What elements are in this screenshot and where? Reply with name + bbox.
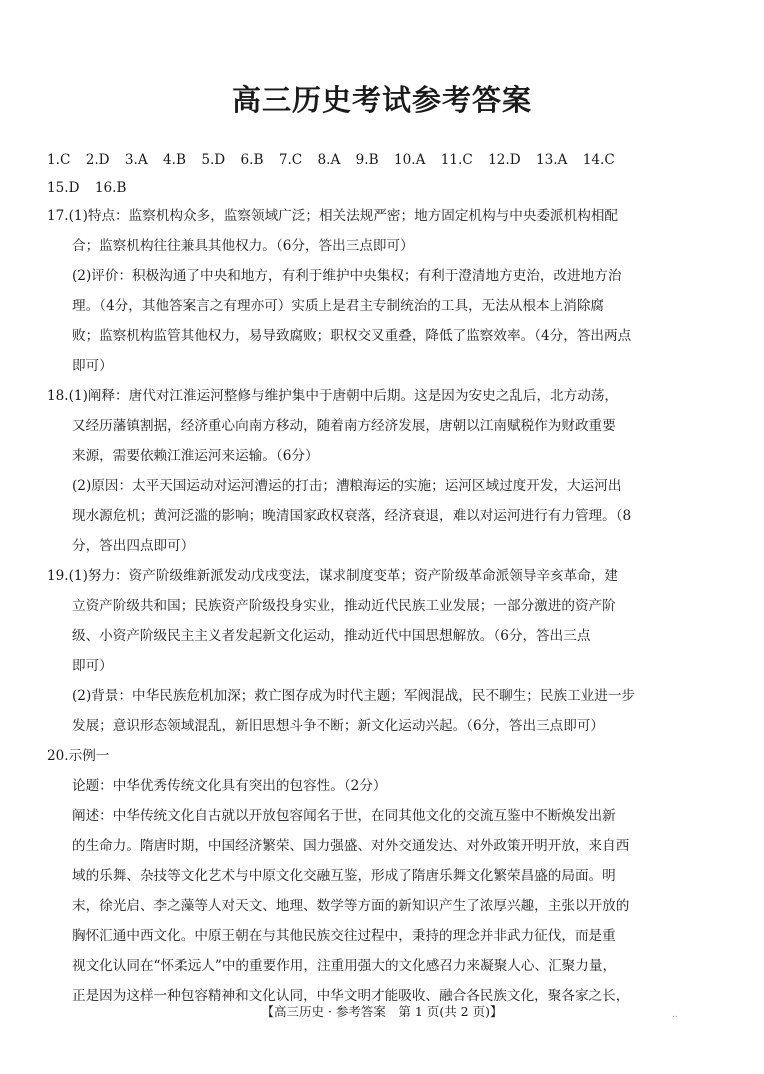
choice-answer: 7.C <box>278 152 303 168</box>
answer-line: 又经历藩镇割据，经济重心向南方移动，随着南方经济发展，唐朝以江南赋税作为财政重要 <box>72 418 616 434</box>
choice-answer: 5.D <box>201 152 226 168</box>
choice-answer: 3.A <box>124 152 148 168</box>
answer-line: 19.(1)努力：资产阶级维新派发动戊戌变法，谋求制度变革；资产阶级革命派领导辛亥革命，建 <box>47 568 619 584</box>
answer-line: 的生命力。隋唐时期，中国经济繁荣、国力强盛、对外交通发达、对外政策开明开放，来自西 <box>72 838 630 854</box>
answer-line: 败；监察机构监管其他权力，易导致腐败；职权交叉重叠，降低了监察效率。（4分，答出两点 <box>72 328 632 344</box>
answer-line: 论题：中华优秀传统文化具有突出的包容性。（2分） <box>72 778 387 794</box>
answer-line: 现水源危机；黄河泛滥的影响；晚清国家政权衰落，经济衰退，难以对运河进行有力管理。（8 <box>72 508 632 524</box>
choice-answer: 13.A <box>535 152 568 168</box>
choice-answer: 16.B <box>94 180 127 196</box>
answer-line: 即可） <box>72 358 113 374</box>
choice-answer: 10.A <box>393 152 426 168</box>
corner-mark: .. <box>672 1010 678 1020</box>
answer-line: 发展；意识形态领域混乱，新旧思想斗争不断；新文化运动兴起。（6分，答出三点即可） <box>72 718 605 734</box>
answer-line: 20.示例一 <box>47 748 110 764</box>
choice-answer: 6.B <box>240 152 264 168</box>
choice-answer: 14.C <box>582 152 615 168</box>
choice-answer: 11.C <box>440 152 473 168</box>
answer-line: 理。（4分，其他答案言之有理亦可）实质上是君主专制统治的工具，无法从根本上消除腐 <box>72 298 605 314</box>
answer-line: 胸怀汇通中西文化。中原王朝在与其他民族交往过程中，秉持的理念并非武力征伐，而是重 <box>72 928 616 944</box>
answer-line: 17.(1)特点：监察机构众多，监察领域广泛；相关法规严密；地方固定机构与中央委派机构相配 <box>47 208 619 224</box>
answer-line: 18.(1)阐释：唐代对江淮运河整修与维护集中于唐朝中后期。这是因为安史之乱后，北方动荡， <box>47 388 619 404</box>
answer-line: 立资产阶级共和国；民族资产阶级投身实业，推动近代民族工业发展；一部分激进的资产阶 <box>72 598 616 614</box>
answer-line: 阐述：中华传统文化自古就以开放包容闻名于世，在同其他文化的交流互鉴中不断焕发出新 <box>72 808 616 824</box>
answer-line: 合；监察机构往往兼具其他权力。（6分，答出三点即可） <box>72 238 414 254</box>
answer-line: 视文化认同在“怀柔远人”中的重要作用，注重用强大的文化感召力来凝聚人心、汇聚力量， <box>72 958 617 974</box>
answer-line: 域的乐舞、杂技等文化艺术与中原文化交融互鉴，形成了隋唐乐舞文化繁荣昌盛的局面。明 <box>72 868 616 884</box>
answer-line: 级、小资产阶级民主主义者发起新文化运动，推动近代中国思想解放。（6分，答出三点 <box>72 628 591 644</box>
answer-line: 来源，需要依赖江淮运河来运输。（6分） <box>72 448 319 464</box>
answer-line: 正是因为这样一种包容精神和文化认同，中华文明才能吸收、融合各民族文化，聚各家之长， <box>72 988 630 1004</box>
choice-answers-row-2 <box>47 178 137 198</box>
page-footer: 【高三历史 · 参考答案 第 1 页(共 2 页)】 <box>261 1004 503 1019</box>
choice-answer: 15.D <box>47 180 80 196</box>
answer-line: 末，徐光启、李之藻等人对天文、地理、数学等方面的新知识产生了浓厚兴趣，主张以开放的 <box>72 898 630 914</box>
choice-answer: 1.C <box>47 152 71 168</box>
choice-answer: 9.B <box>355 152 379 168</box>
page-title: 高三历史考试参考答案 <box>231 83 532 117</box>
choice-answer: 4.B <box>163 152 186 168</box>
choice-answer: 8.A <box>317 152 341 168</box>
answer-line: (2)原因：太平天国运动对运河漕运的打击；漕粮海运的实施；运河区域过度开发，大运河出 <box>72 478 622 494</box>
choice-answers-row-1 <box>47 150 626 170</box>
answer-line: (2)评价：积极沟通了中央和地方，有利于维护中央集权；有利于澄清地方吏治，改进地方治 <box>72 268 622 284</box>
choice-answer: 2.D <box>85 152 110 168</box>
answer-line: (2)背景：中华民族危机加深；救亡图存成为时代主题；军阀混战，民不聊生；民族工业进一步 <box>72 688 636 704</box>
choice-answer: 12.D <box>488 152 521 168</box>
answer-line: 即可） <box>72 658 113 674</box>
answer-line: 分，答出四点即可） <box>72 538 195 554</box>
